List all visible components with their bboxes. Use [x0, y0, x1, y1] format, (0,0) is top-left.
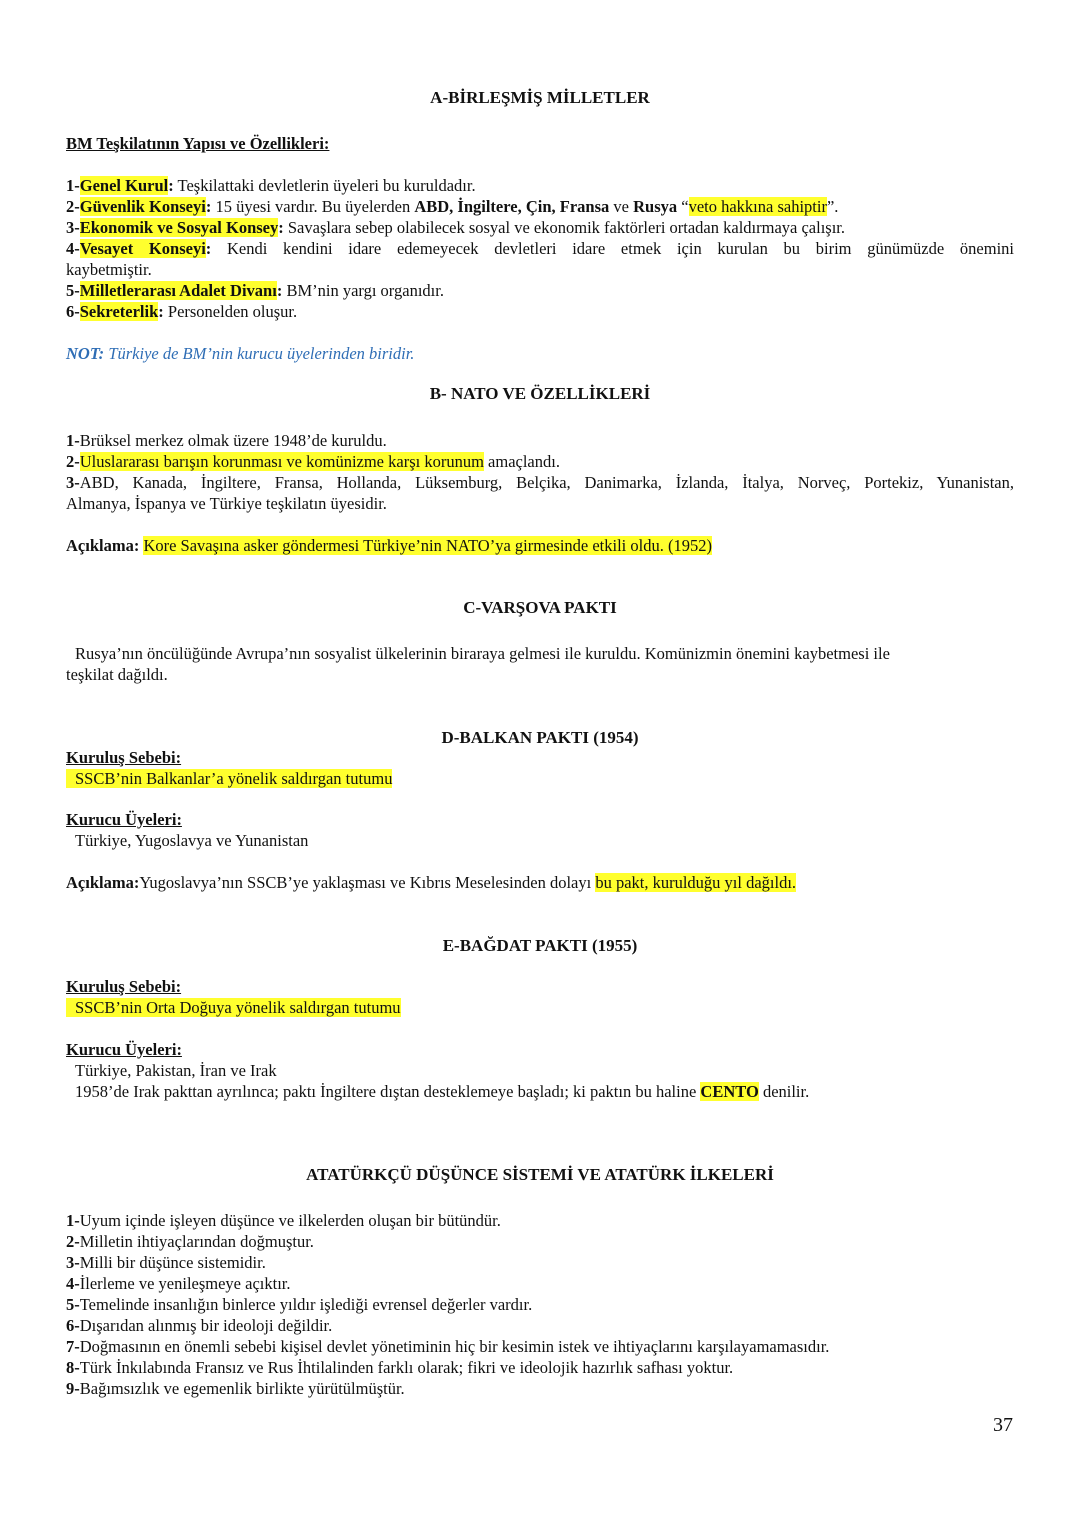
- item-number: 3-: [66, 1253, 80, 1272]
- item-number: 5-: [66, 281, 80, 300]
- balkan-sebep: [66, 768, 392, 789]
- item-text: amaçlandı.: [483, 452, 560, 471]
- item-number: 4-: [66, 1274, 80, 1293]
- item-text: Milli bir düşünce sistemidir.: [79, 1253, 266, 1272]
- item-number: 8-: [66, 1358, 80, 1377]
- item-number: 7-: [66, 1337, 80, 1356]
- item-number: 5-: [66, 1295, 80, 1314]
- item-text: ”.: [826, 197, 839, 216]
- bm-item-ekonomik-sosyal: [66, 217, 845, 238]
- ataturk-item: [66, 1252, 266, 1273]
- nato-item-2: [66, 451, 560, 472]
- aciklama-highlight: Kore Savaşına asker göndermesi Türkiye’nin NATO’ya girmesinde etkili oldu. (1952): [143, 536, 712, 555]
- item-number: 1-: [66, 176, 80, 195]
- section-title-varsova: C-VARŞOVA PAKTI: [463, 598, 617, 617]
- bagdat-cento: [75, 1081, 809, 1102]
- item-bold-rusya: Rusya: [633, 197, 678, 216]
- bm-item-vesayet-cont: kaybetmiştir.: [66, 260, 152, 279]
- section-title-bagdat: E-BAĞDAT PAKTI (1955): [442, 936, 638, 955]
- balkan-sebep-label: Kuruluş Sebebi:: [66, 748, 182, 767]
- ataturk-item: [66, 1231, 314, 1252]
- ataturk-item: [66, 1273, 291, 1294]
- item-text: Doğmasının en önemli sebebi kişisel devlet yönetiminin hiç bir kesimin istek ve ihtiyaçlarını karşılayamamasıdır.: [79, 1337, 830, 1356]
- aciklama-label: Açıklama:: [66, 873, 140, 892]
- item-number: 6-: [66, 302, 80, 321]
- item-text: ABD, Kanada, İngiltere, Fransa, Hollanda, Lüksemburg, Belçika, Danimarka, İzlanda, İtalya, Norveç, Portekiz, Yunanistan,: [79, 473, 1014, 492]
- bagdat-sebep: [66, 997, 401, 1018]
- bagdat-sebep-label: Kuruluş Sebebi:: [66, 977, 182, 996]
- item-number: 2-: [66, 1232, 80, 1251]
- item-name: Ekonomik ve Sosyal Konsey: [79, 218, 279, 237]
- item-text: Kendi kendini idare edemeyecek devletleri idare etmek için kurulan bu birim günümüzde önemini: [211, 239, 1014, 258]
- colon: :: [168, 176, 174, 195]
- note-text: Türkiye de BM’nin kurucu üyelerinden biridir.: [104, 344, 415, 363]
- item-text: Türk İnkılabında Fransız ve Rus İhtilalinden farklı olarak; fikri ve ideolojik hazırlık safhası yoktur.: [79, 1358, 734, 1377]
- item-name: Milletlerarası Adalet Divanı: [79, 281, 277, 300]
- bagdat-uye-label: Kurucu Üyeleri:: [66, 1040, 182, 1059]
- colon: :: [205, 197, 212, 216]
- item-text: İlerleme ve yenileşmeye açıktır.: [79, 1274, 291, 1293]
- section-title-bm: A-BİRLEŞMİŞ MİLLETLER: [430, 88, 650, 107]
- item-text: Uyum içinde işleyen düşünce ve ilkelerden oluşan bir bütündür.: [79, 1211, 501, 1230]
- item-number: 6-: [66, 1316, 80, 1335]
- item-number: 2-: [66, 452, 80, 471]
- section-title-balkan: D-BALKAN PAKTI (1954): [441, 728, 639, 747]
- aciklama-highlight: bu pakt, kurulduğu yıl dağıldı.: [595, 873, 797, 892]
- bm-item-adalet-divani: [66, 280, 444, 301]
- item-number: 3-: [66, 473, 80, 492]
- item-number: 3-: [66, 218, 80, 237]
- item-text: “: [677, 197, 689, 216]
- nato-aciklama: [66, 535, 712, 556]
- item-name: Sekreterlik: [79, 302, 159, 321]
- balkan-aciklama: [66, 872, 796, 893]
- item-text: Milletin ihtiyaçlarından doğmuştur.: [79, 1232, 314, 1251]
- bm-item-genel-kurul: [66, 175, 476, 196]
- balkan-uye-text: Türkiye, Yugoslavya ve Yunanistan: [75, 831, 309, 850]
- varsova-text-line2: teşkilat dağıldı.: [66, 665, 168, 684]
- cento-text: 1958’de Irak pakttan ayrılınca; paktı İngiltere dıştan desteklemeye başladı; ki paktın bu haline: [75, 1082, 701, 1101]
- section-title-nato: B- NATO VE ÖZELLİKLERİ: [429, 384, 651, 403]
- bm-item-guvenlik-konseyi: [66, 196, 838, 217]
- bm-subtitle: BM Teşkilatının Yapısı ve Özellikleri:: [66, 134, 330, 153]
- colon: :: [205, 239, 212, 258]
- item-text: Temelinde insanlığın binlerce yıldır işlediği evrensel değerler vardır.: [79, 1295, 533, 1314]
- nato-item-3-cont: Almanya, İspanya ve Türkiye teşkilatın üyesidir.: [66, 494, 387, 513]
- item-highlight: Uluslararası barışın korunması ve komünizme karşı korunum: [79, 452, 484, 471]
- colon: :: [276, 281, 283, 300]
- ataturk-item: [66, 1336, 829, 1357]
- item-bold-countries: ABD, İngiltere, Çin, Fransa: [414, 197, 610, 216]
- varsova-text-line1: Rusya’nın öncülüğünde Avrupa’nın sosyalist ülkelerinin biraraya gelmesi ile kuruldu. Komünizmin önemini kaybetmesi ile: [75, 644, 890, 663]
- balkan-uye-label: Kurucu Üyeleri:: [66, 810, 182, 829]
- item-text: 15 üyesi vardır. Bu üyelerden: [211, 197, 415, 216]
- aciklama-label: Açıklama:: [66, 536, 140, 555]
- balkan-sebep-text: SSCB’nin Balkanlar’a yönelik saldırgan tutumu: [66, 769, 392, 788]
- item-text: Brüksel merkez olmak üzere 1948’de kuruldu.: [79, 431, 387, 450]
- item-text: Bağımsızlık ve egemenlik birlikte yürütülmüştür.: [79, 1379, 405, 1398]
- page-number: 37: [993, 1414, 1013, 1436]
- item-text: BM’nin yargı organıdır.: [282, 281, 444, 300]
- cento-end: denilir.: [758, 1082, 810, 1101]
- item-number: 4-: [66, 239, 80, 258]
- item-text: Personelden oluşur.: [163, 302, 298, 321]
- nato-item-3: [66, 472, 1014, 493]
- bm-note: [66, 343, 414, 364]
- ataturk-item: [66, 1294, 532, 1315]
- item-number: 1-: [66, 1211, 80, 1230]
- item-name: Genel Kurul: [79, 176, 169, 195]
- item-text: Teşkilattaki devletlerin üyeleri bu kuruldadır.: [173, 176, 476, 195]
- item-number: 9-: [66, 1379, 80, 1398]
- ataturk-item: [66, 1357, 733, 1378]
- bm-item-vesayet: [66, 238, 1014, 259]
- note-label: NOT:: [66, 344, 105, 363]
- item-text: ve: [609, 197, 634, 216]
- item-number: 2-: [66, 197, 80, 216]
- ataturk-item: [66, 1210, 501, 1231]
- item-name: Güvenlik Konseyi: [79, 197, 206, 216]
- colon: :: [278, 218, 284, 237]
- bagdat-uye-text: Türkiye, Pakistan, İran ve Irak: [75, 1061, 277, 1080]
- cento-highlight: CENTO: [700, 1082, 759, 1101]
- nato-item-1: [66, 430, 387, 451]
- ataturk-item: [66, 1315, 332, 1336]
- item-name: Vesayet Konseyi: [79, 239, 206, 258]
- aciklama-text: Yugoslavya’nın SSCB’ye yaklaşması ve Kıbrıs Meselesinden dolayı: [139, 873, 596, 892]
- item-number: 1-: [66, 431, 80, 450]
- bm-item-sekreterlik: [66, 301, 297, 322]
- ataturk-item: [66, 1378, 405, 1399]
- item-text: Dışarıdan alınmış bir ideoloji değildir.: [79, 1316, 333, 1335]
- bagdat-sebep-text: SSCB’nin Orta Doğuya yönelik saldırgan tutumu: [66, 998, 401, 1017]
- item-text: Savaşlara sebep olabilecek sosyal ve ekonomik faktörleri ortadan kaldırmaya çalışır.: [283, 218, 846, 237]
- section-title-ataturk: ATATÜRKÇÜ DÜŞÜNCE SİSTEMİ VE ATATÜRK İLKELERİ: [306, 1165, 774, 1184]
- colon: :: [158, 302, 164, 321]
- item-highlight: veto hakkına sahiptir: [688, 197, 827, 216]
